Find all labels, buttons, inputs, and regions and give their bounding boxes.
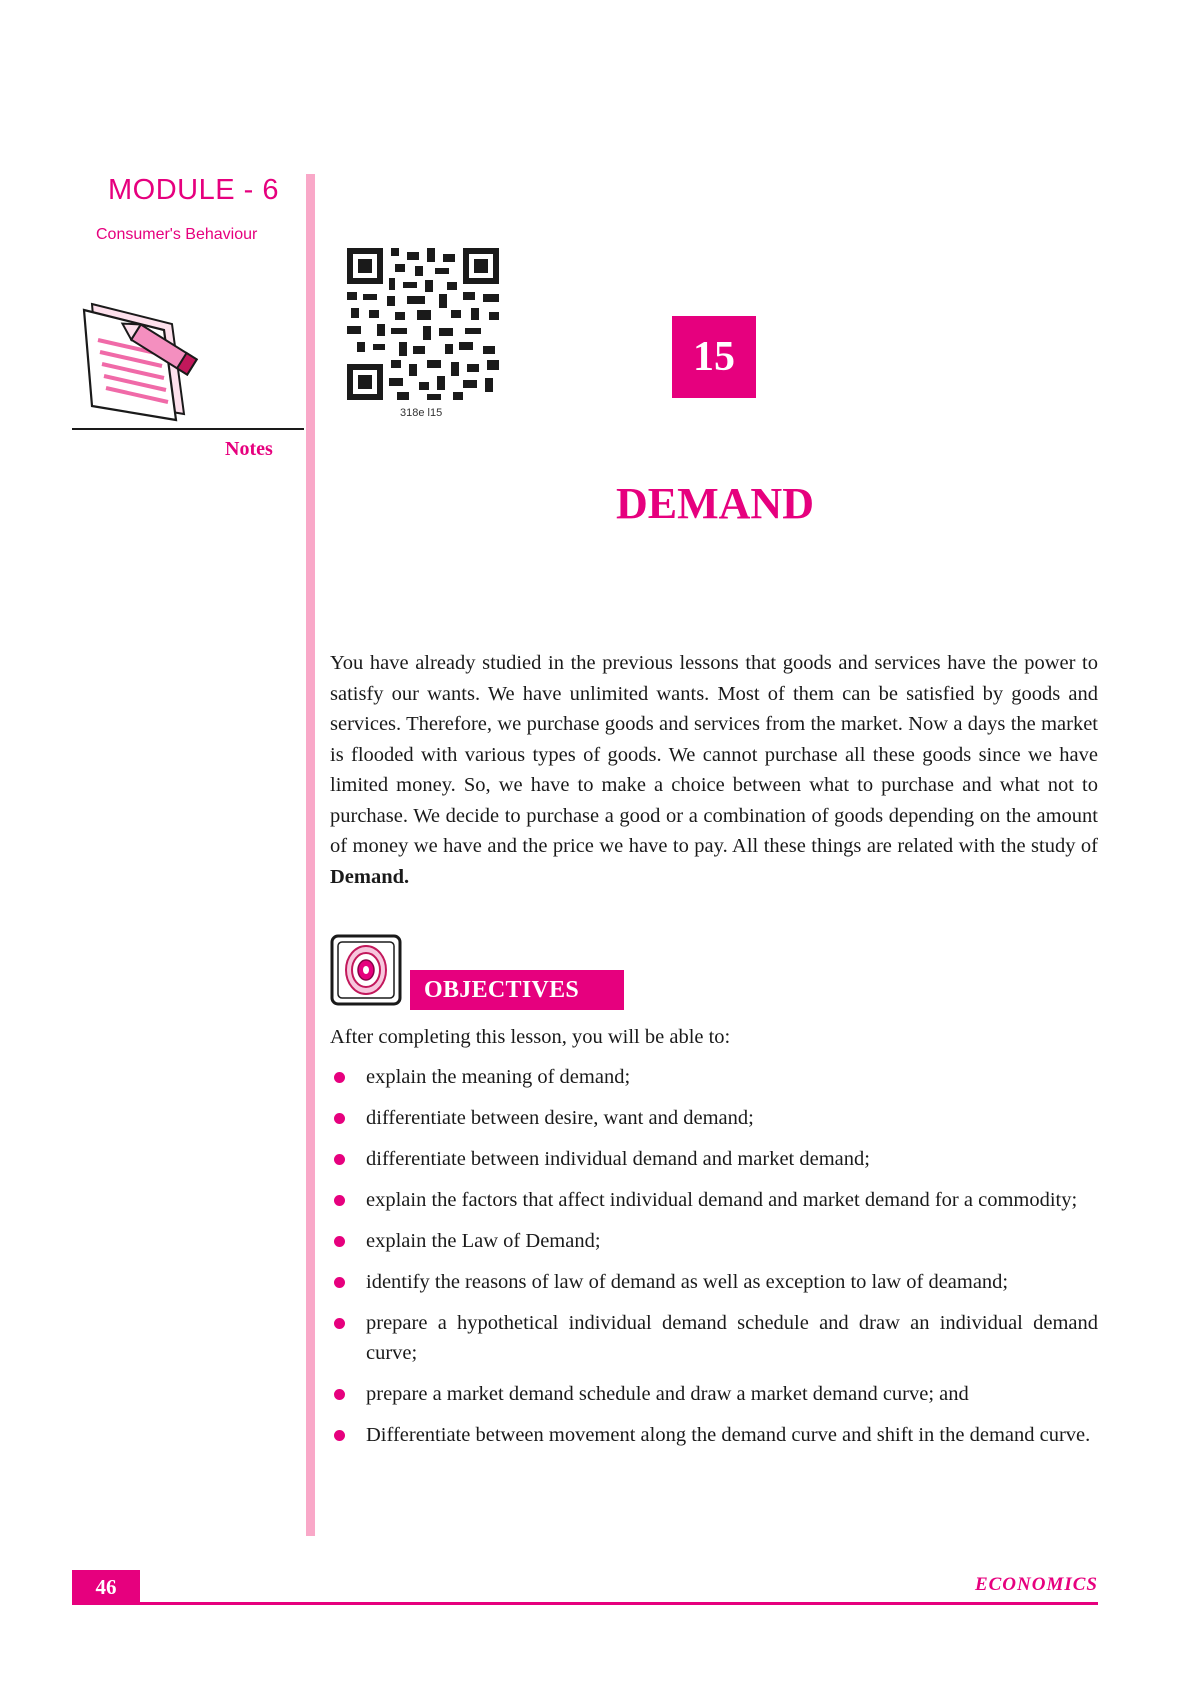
notes-divider: [72, 428, 304, 430]
bullet-icon: [334, 1430, 345, 1441]
chapter-title: DEMAND: [616, 479, 814, 528]
bullet-icon: [334, 1318, 345, 1329]
qr-caption: 318e l15: [400, 407, 443, 419]
objectives-heading: OBJECTIVES: [410, 970, 624, 1010]
notes-label: Notes: [225, 438, 273, 460]
chapter-number: 15: [672, 316, 756, 398]
footer-rule: [72, 1602, 1098, 1605]
intro-bold-term: Demand.: [330, 865, 410, 888]
list-item: prepare a hypothetical individual demand schedule and draw an individual demand curve;: [330, 1308, 1098, 1368]
list-item: prepare a market demand schedule and draw a market demand curve; and: [330, 1379, 1098, 1409]
list-item: explain the meaning of demand;: [330, 1062, 1098, 1092]
list-item: differentiate between desire, want and demand;: [330, 1103, 1098, 1133]
objectives-list: [330, 1062, 1098, 1461]
margin-bar: [306, 174, 315, 1536]
module-subtitle: Consumer's Behaviour: [96, 226, 258, 243]
module-title: MODULE - 6: [108, 174, 279, 206]
qr-code-icon[interactable]: [347, 248, 499, 400]
list-item: explain the factors that affect individual demand and market demand for a commodity;: [330, 1185, 1098, 1215]
intro-text: You have already studied in the previous lessons that goods and services have the power to satisfy our wants. We have unlimited wants. Most of them can be satisfied by goods and services. Therefore, we purchase goods and services from the market. Now a days the market is flooded with various types of goods. We cannot purchase all these goods since we have limited money. So, we have to make a choice between what to purchase and what not to purchase. We decide to purchase a good or a combination of goods depending on the amount of money we have and the price we have to pay. All these things are related with the study of: [330, 652, 1098, 857]
sidebar: [0, 0, 320, 1560]
bullet-icon: [334, 1154, 345, 1165]
notepad-pencil-icon: [80, 296, 210, 426]
bullet-icon: [334, 1113, 345, 1124]
page-number: 46: [72, 1570, 140, 1605]
bullet-icon: [334, 1236, 345, 1247]
bullet-icon: [334, 1195, 345, 1206]
list-item: identify the reasons of law of demand as well as exception to law of deamand;: [330, 1267, 1098, 1297]
list-item: Differentiate between movement along the demand curve and shift in the demand curve.: [330, 1420, 1098, 1450]
list-item: differentiate between individual demand and market demand;: [330, 1144, 1098, 1174]
footer-subject: ECONOMICS: [974, 1574, 1098, 1595]
bullet-icon: [334, 1072, 345, 1083]
intro-paragraph: [330, 648, 1098, 892]
list-item: explain the Law of Demand;: [330, 1226, 1098, 1256]
bullet-icon: [334, 1277, 345, 1288]
bullet-icon: [334, 1389, 345, 1400]
objectives-lead: After completing this lesson, you will be able to:: [330, 1026, 731, 1048]
target-icon: [330, 934, 402, 1006]
